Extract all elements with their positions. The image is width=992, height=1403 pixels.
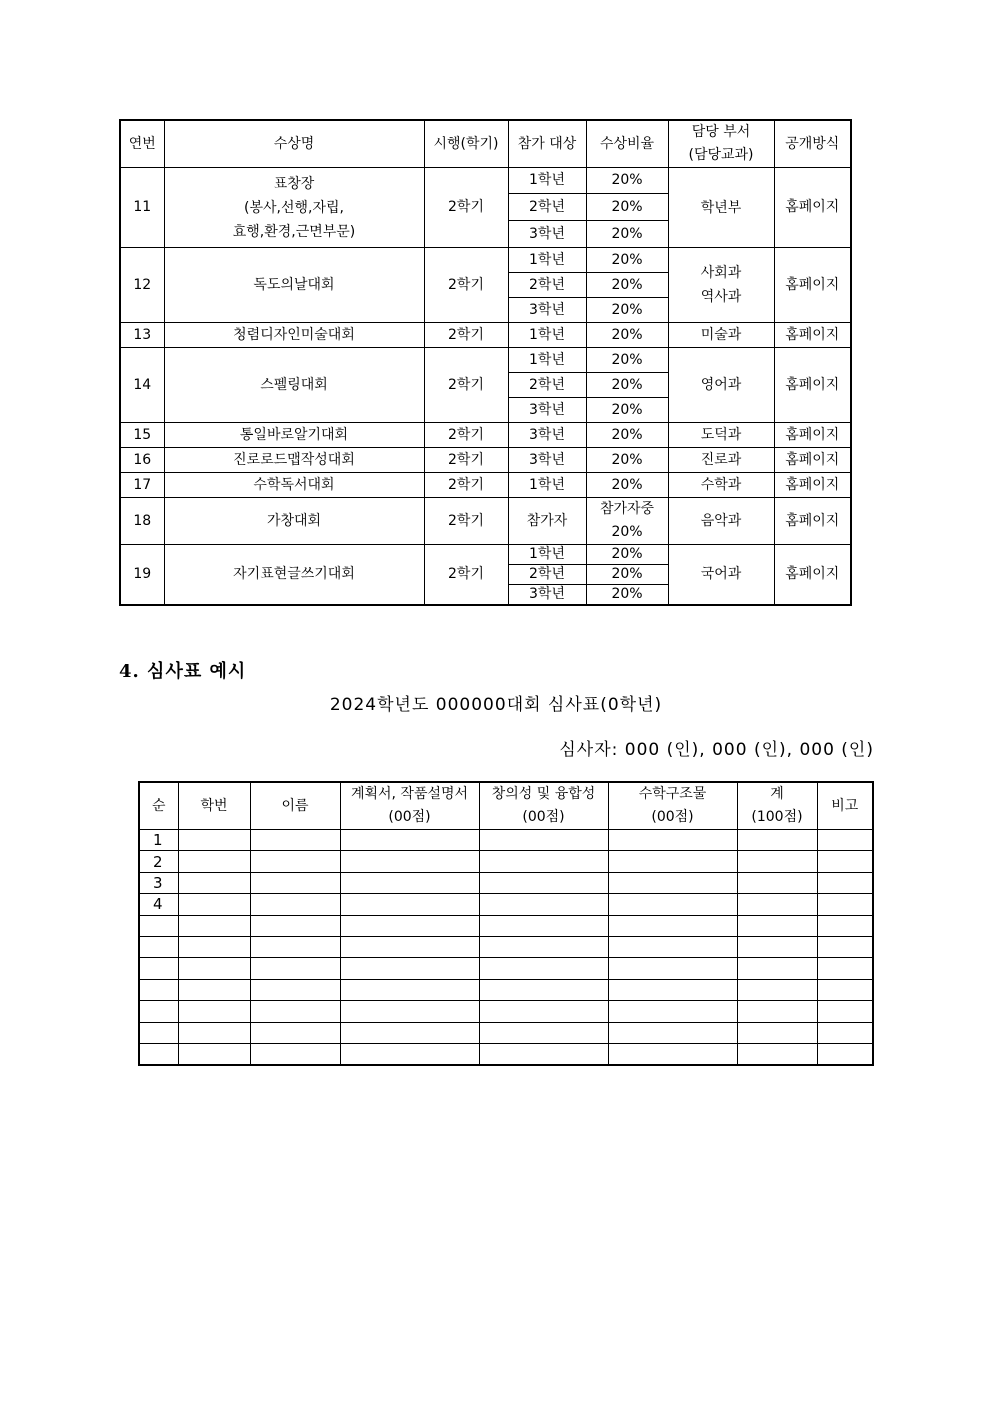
award-ratio: 20% xyxy=(586,373,668,398)
score-cell[interactable] xyxy=(340,1001,479,1022)
score-row xyxy=(139,936,873,957)
awards-body xyxy=(120,168,851,605)
header-creativity-line1: 창의성 및 융합성 xyxy=(491,786,596,802)
award-ratio: 20% xyxy=(586,423,668,448)
score-cell[interactable] xyxy=(817,979,873,1000)
header-no: 연번 xyxy=(120,120,164,168)
header-student-no: 학번 xyxy=(178,782,250,830)
score-cell[interactable] xyxy=(250,851,340,872)
award-publish: 홈페이지 xyxy=(774,545,851,605)
score-row-number xyxy=(139,915,178,936)
score-body xyxy=(139,830,873,1065)
award-target: 2학년 xyxy=(508,373,586,398)
score-cell[interactable] xyxy=(178,979,250,1000)
score-cell[interactable] xyxy=(178,1043,250,1064)
award-name xyxy=(164,323,424,348)
table-row xyxy=(120,448,851,473)
score-cell[interactable] xyxy=(250,894,340,915)
header-math-structure xyxy=(608,782,737,830)
table-row xyxy=(120,423,851,448)
score-row-number: 2 xyxy=(139,851,178,872)
score-cell[interactable] xyxy=(340,872,479,893)
table-row xyxy=(120,323,851,348)
award-target: 1학년 xyxy=(508,248,586,273)
header-order: 순 xyxy=(139,782,178,830)
award-dept-line: 사회과 xyxy=(700,265,742,281)
award-name-line: (봉사,선행,자립, xyxy=(244,199,344,216)
score-cell[interactable] xyxy=(608,1022,737,1043)
award-ratio: 20% xyxy=(586,248,668,273)
award-ratio: 20% xyxy=(586,348,668,373)
section-heading: 4. 심사표 예시 xyxy=(119,661,247,682)
award-ratio: 20% xyxy=(586,545,668,565)
award-ratio: 20% xyxy=(586,585,668,605)
award-no: 17 xyxy=(120,473,164,498)
score-cell[interactable] xyxy=(737,872,817,893)
score-cell[interactable] xyxy=(608,872,737,893)
award-term: 2학기 xyxy=(424,168,508,248)
score-cell[interactable] xyxy=(817,936,873,957)
header-ratio: 수상비율 xyxy=(586,120,668,168)
header-award-name: 수상명 xyxy=(164,120,424,168)
award-ratio: 20% xyxy=(586,298,668,323)
award-term: 2학기 xyxy=(424,323,508,348)
score-cell[interactable] xyxy=(479,936,608,957)
award-dept xyxy=(668,323,774,348)
judges-line: 심사자: 000 (인), 000 (인), 000 (인) xyxy=(559,740,874,760)
award-term: 2학기 xyxy=(424,448,508,473)
award-publish: 홈페이지 xyxy=(774,323,851,348)
award-publish: 홈페이지 xyxy=(774,473,851,498)
score-cell[interactable] xyxy=(817,958,873,979)
score-cell[interactable] xyxy=(178,1001,250,1022)
score-cell[interactable] xyxy=(479,915,608,936)
award-dept-line: 학년부 xyxy=(700,199,742,216)
score-cell[interactable] xyxy=(479,1022,608,1043)
score-cell[interactable] xyxy=(340,1043,479,1064)
header-total-line2: (100점) xyxy=(751,809,803,825)
award-target: 1학년 xyxy=(508,168,586,194)
score-cell[interactable] xyxy=(608,979,737,1000)
award-ratio-line: 참가자중 xyxy=(599,501,655,517)
header-target: 참가 대상 xyxy=(508,120,586,168)
score-cell[interactable] xyxy=(479,1043,608,1064)
score-row xyxy=(139,1022,873,1043)
award-ratio: 20% xyxy=(586,565,668,585)
award-name-line: 표창장 xyxy=(273,175,315,192)
header-total-line1: 계 xyxy=(770,786,784,802)
award-no: 13 xyxy=(120,323,164,348)
score-cell[interactable] xyxy=(737,915,817,936)
award-dept xyxy=(668,348,774,423)
score-cell[interactable] xyxy=(737,1043,817,1064)
header-plan-line1: 계획서, 작품설명서 xyxy=(350,786,469,802)
award-publish: 홈페이지 xyxy=(774,448,851,473)
table-row xyxy=(120,545,851,565)
header-math-line1: 수학구조물 xyxy=(638,786,707,802)
awards-header-row xyxy=(120,120,851,168)
table-row xyxy=(120,348,851,373)
award-ratio: 20% xyxy=(586,473,668,498)
award-target: 1학년 xyxy=(508,348,586,373)
award-dept-line: 음악과 xyxy=(700,513,742,529)
header-creativity-line2: (00점) xyxy=(522,809,565,825)
award-term: 2학기 xyxy=(424,248,508,323)
award-term: 2학기 xyxy=(424,348,508,423)
score-cell[interactable] xyxy=(250,979,340,1000)
score-cell[interactable] xyxy=(817,851,873,872)
score-cell[interactable] xyxy=(340,915,479,936)
award-dept xyxy=(668,545,774,605)
award-name xyxy=(164,473,424,498)
award-dept-line: 미술과 xyxy=(700,327,742,343)
score-cell[interactable] xyxy=(178,894,250,915)
score-cell[interactable] xyxy=(178,915,250,936)
award-name-line: 독도의날대회 xyxy=(253,277,335,293)
award-no: 19 xyxy=(120,545,164,605)
score-cell[interactable] xyxy=(737,851,817,872)
score-cell[interactable] xyxy=(608,1043,737,1064)
score-row xyxy=(139,830,873,851)
header-dept-line2: (담당교과) xyxy=(688,147,754,163)
award-publish: 홈페이지 xyxy=(774,423,851,448)
award-dept xyxy=(668,248,774,323)
award-no: 16 xyxy=(120,448,164,473)
score-cell[interactable] xyxy=(250,915,340,936)
award-no: 18 xyxy=(120,498,164,545)
header-total xyxy=(737,782,817,830)
award-target: 3학년 xyxy=(508,423,586,448)
award-ratio: 20% xyxy=(586,221,668,248)
award-target: 1학년 xyxy=(508,473,586,498)
score-cell[interactable] xyxy=(737,958,817,979)
score-cell[interactable] xyxy=(250,1043,340,1064)
award-name-line: 청렴디자인미술대회 xyxy=(233,327,355,343)
award-target: 3학년 xyxy=(508,448,586,473)
award-name-line: 수학독서대회 xyxy=(253,477,335,493)
score-cell[interactable] xyxy=(479,830,608,851)
award-dept-line: 국어과 xyxy=(700,566,742,583)
table-row xyxy=(120,498,851,545)
table-row xyxy=(120,168,851,194)
award-ratio: 20% xyxy=(586,448,668,473)
score-cell[interactable] xyxy=(817,894,873,915)
score-cell[interactable] xyxy=(817,1001,873,1022)
score-cell[interactable] xyxy=(250,936,340,957)
award-dept xyxy=(668,448,774,473)
header-creativity xyxy=(479,782,608,830)
score-cell[interactable] xyxy=(479,894,608,915)
score-cell[interactable] xyxy=(737,979,817,1000)
score-cell[interactable] xyxy=(250,830,340,851)
score-cell[interactable] xyxy=(608,894,737,915)
award-target: 3학년 xyxy=(508,585,586,605)
score-cell[interactable] xyxy=(178,851,250,872)
score-cell[interactable] xyxy=(817,830,873,851)
award-name-line: 가창대회 xyxy=(266,513,322,529)
score-cell[interactable] xyxy=(608,936,737,957)
award-target: 2학년 xyxy=(508,565,586,585)
award-ratio: 20% xyxy=(586,398,668,423)
score-cell[interactable] xyxy=(340,958,479,979)
score-row-number: 3 xyxy=(139,872,178,893)
awards-table xyxy=(119,119,852,606)
score-cell[interactable] xyxy=(250,1001,340,1022)
score-row xyxy=(139,979,873,1000)
award-ratio: 20% xyxy=(586,273,668,298)
header-term: 시행(학기) xyxy=(424,120,508,168)
score-cell[interactable] xyxy=(340,851,479,872)
award-target: 1학년 xyxy=(508,323,586,348)
award-ratio: 20% xyxy=(586,168,668,194)
score-row xyxy=(139,872,873,893)
table-row xyxy=(120,473,851,498)
award-name xyxy=(164,348,424,423)
award-target: 3학년 xyxy=(508,398,586,423)
score-row xyxy=(139,915,873,936)
award-dept xyxy=(668,168,774,248)
award-dept xyxy=(668,423,774,448)
score-cell[interactable] xyxy=(178,958,250,979)
header-publish: 공개방식 xyxy=(774,120,851,168)
header-note: 비고 xyxy=(817,782,873,830)
award-term: 2학기 xyxy=(424,545,508,605)
award-target: 2학년 xyxy=(508,194,586,221)
award-dept-line: 도덕과 xyxy=(700,427,742,443)
award-no: 11 xyxy=(120,168,164,248)
award-target: 참가자 xyxy=(508,498,586,545)
award-publish: 홈페이지 xyxy=(774,168,851,248)
score-cell[interactable] xyxy=(479,958,608,979)
score-cell[interactable] xyxy=(608,1001,737,1022)
award-dept xyxy=(668,498,774,545)
score-cell[interactable] xyxy=(340,936,479,957)
score-cell[interactable] xyxy=(608,915,737,936)
header-plan-line2: (00점) xyxy=(388,809,431,825)
score-row xyxy=(139,851,873,872)
score-cell[interactable] xyxy=(817,872,873,893)
score-cell[interactable] xyxy=(737,1001,817,1022)
score-cell[interactable] xyxy=(250,958,340,979)
score-cell[interactable] xyxy=(340,830,479,851)
header-dept-line1: 담당 부서 xyxy=(691,124,751,140)
score-cell[interactable] xyxy=(737,894,817,915)
score-row xyxy=(139,1001,873,1022)
award-name-line: 통일바로알기대회 xyxy=(239,427,349,443)
award-name-line: 효행,환경,근면부문) xyxy=(232,223,356,240)
award-no: 12 xyxy=(120,248,164,323)
score-cell[interactable] xyxy=(178,872,250,893)
score-cell[interactable] xyxy=(737,1022,817,1043)
award-target: 3학년 xyxy=(508,221,586,248)
award-no: 14 xyxy=(120,348,164,423)
award-name xyxy=(164,423,424,448)
header-name: 이름 xyxy=(250,782,340,830)
score-cell[interactable] xyxy=(608,830,737,851)
award-name-line: 자기표현글쓰기대회 xyxy=(233,566,355,583)
score-row-number: 1 xyxy=(139,830,178,851)
score-cell[interactable] xyxy=(479,851,608,872)
score-cell[interactable] xyxy=(817,1022,873,1043)
award-name xyxy=(164,498,424,545)
score-row-number xyxy=(139,1022,178,1043)
score-cell[interactable] xyxy=(479,1001,608,1022)
header-plan xyxy=(340,782,479,830)
score-row xyxy=(139,1043,873,1064)
award-term: 2학기 xyxy=(424,423,508,448)
award-publish: 홈페이지 xyxy=(774,248,851,323)
score-cell[interactable] xyxy=(178,830,250,851)
award-name-line: 진로로드맵작성대회 xyxy=(233,452,355,468)
score-cell[interactable] xyxy=(340,1022,479,1043)
award-dept-line: 수학과 xyxy=(700,477,742,493)
score-row-number xyxy=(139,936,178,957)
score-row-number xyxy=(139,979,178,1000)
score-row xyxy=(139,958,873,979)
award-target: 3학년 xyxy=(508,298,586,323)
score-cell[interactable] xyxy=(250,1022,340,1043)
score-cell[interactable] xyxy=(608,958,737,979)
score-header-row xyxy=(139,782,873,830)
score-row xyxy=(139,894,873,915)
award-name-line: 스펠링대회 xyxy=(260,377,328,393)
award-publish: 홈페이지 xyxy=(774,498,851,545)
award-publish: 홈페이지 xyxy=(774,348,851,423)
sheet-title: 2024학년도 000000대회 심사표(0학년) xyxy=(329,695,663,715)
score-cell[interactable] xyxy=(737,936,817,957)
score-row-number xyxy=(139,958,178,979)
award-dept-line: 진로과 xyxy=(700,452,742,468)
score-cell[interactable] xyxy=(250,872,340,893)
table-row xyxy=(120,248,851,273)
award-ratio-line: 20% xyxy=(611,524,643,540)
award-dept-line: 영어과 xyxy=(700,377,742,393)
score-cell[interactable] xyxy=(479,872,608,893)
header-dept xyxy=(668,120,774,168)
score-cell[interactable] xyxy=(340,894,479,915)
score-sheet-table xyxy=(138,781,874,1066)
award-no: 15 xyxy=(120,423,164,448)
score-cell[interactable] xyxy=(817,1043,873,1064)
score-cell[interactable] xyxy=(178,936,250,957)
score-cell[interactable] xyxy=(608,851,737,872)
score-cell[interactable] xyxy=(340,979,479,1000)
award-term: 2학기 xyxy=(424,498,508,545)
award-target: 1학년 xyxy=(508,545,586,565)
header-math-line2: (00점) xyxy=(651,809,694,825)
score-cell[interactable] xyxy=(178,1022,250,1043)
score-cell[interactable] xyxy=(737,830,817,851)
award-ratio: 20% xyxy=(586,323,668,348)
award-ratio xyxy=(586,498,668,545)
award-name xyxy=(164,248,424,323)
score-cell[interactable] xyxy=(817,915,873,936)
award-ratio: 20% xyxy=(586,194,668,221)
award-name xyxy=(164,448,424,473)
award-dept xyxy=(668,473,774,498)
score-cell[interactable] xyxy=(479,979,608,1000)
award-name xyxy=(164,545,424,605)
score-row-number xyxy=(139,1001,178,1022)
award-target: 2학년 xyxy=(508,273,586,298)
award-term: 2학기 xyxy=(424,473,508,498)
score-row-number: 4 xyxy=(139,894,178,915)
score-row-number xyxy=(139,1043,178,1064)
award-dept-line: 역사과 xyxy=(700,289,742,305)
award-name xyxy=(164,168,424,248)
